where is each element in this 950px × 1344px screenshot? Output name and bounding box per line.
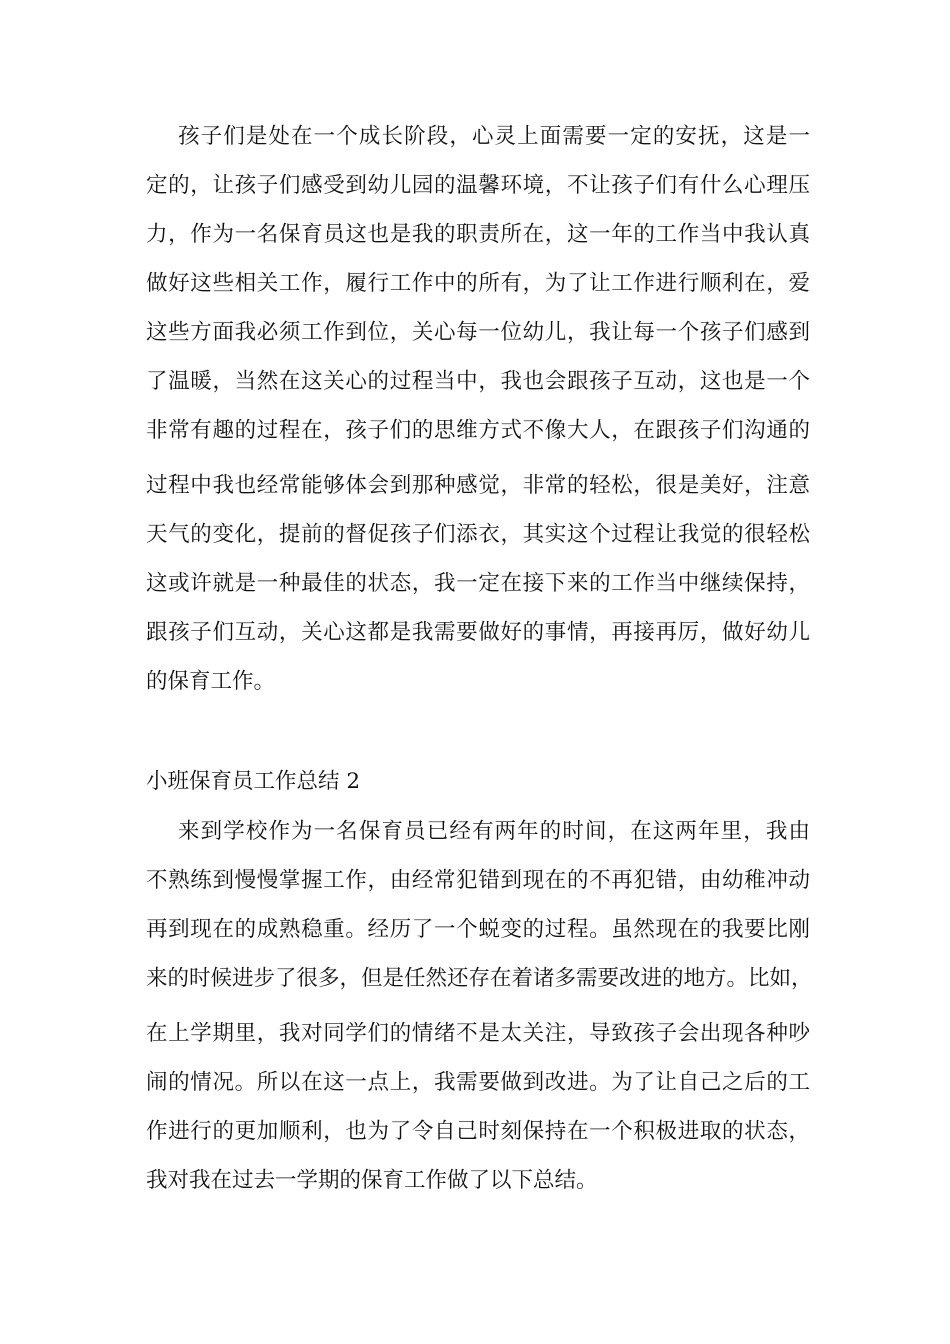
text-line: 定的，让孩子们感受到幼儿园的温馨环境，不让孩子们有什么心理压 [146,173,810,198]
text-line: 过程中我也经常能够体会到那种感觉，非常的轻松，很是美好，注意 [146,473,810,498]
text-line: 来的时候进步了很多，但是任然还存在着诸多需要改进的地方。比如， [146,966,813,991]
text-line: 孩子们是处在一个成长阶段，心灵上面需要一定的安抚，这是一 [178,124,810,149]
text-line: 的保育工作。 [146,669,276,694]
text-line: 不熟练到慢慢掌握工作，由经常犯错到现在的不再犯错，由幼稚冲动 [146,868,810,893]
section-heading: 小班保育员工作总结 2 [146,769,361,794]
text-line: 这或许就是一种最佳的状态，我一定在接下来的工作当中继续保持， [146,571,810,596]
text-line: 了温暖，当然在这关心的过程当中，我也会跟孩子互动，这也是一个 [146,369,810,394]
text-line: 我对我在过去一学期的保育工作做了以下总结。 [146,1168,598,1193]
text-line: 作进行的更加顺利，也为了令自己时刻保持在一个积极进取的状态， [146,1119,810,1144]
text-line: 再到现在的成熟稳重。经历了一个蜕变的过程。虽然现在的我要比刚 [146,917,810,942]
text-line: 做好这些相关工作，履行工作中的所有，为了让工作进行顺利在，爱 [146,271,810,296]
text-line: 来到学校作为一名保育员已经有两年的时间，在这两年里，我由 [178,819,810,844]
text-line: 在上学期里，我对同学们的情绪不是太关注，导致孩子会出现各种吵 [146,1021,810,1046]
text-line: 非常有趣的过程在，孩子们的思维方式不像大人，在跟孩子们沟通的 [146,418,810,443]
text-line: 力，作为一名保育员这也是我的职责所在，这一年的工作当中我认真 [146,222,810,247]
text-line: 跟孩子们互动，关心这都是我需要做好的事情，再接再厉，做好幼儿 [146,620,810,645]
text-line: 闹的情况。所以在这一点上，我需要做到改进。为了让自己之后的工 [146,1070,810,1095]
text-line: 这些方面我必须工作到位，关心每一位幼儿，我让每一个孩子们感到 [146,320,810,345]
text-line: 天气的变化，提前的督促孩子们添衣，其实这个过程让我觉的很轻松 [146,522,810,547]
